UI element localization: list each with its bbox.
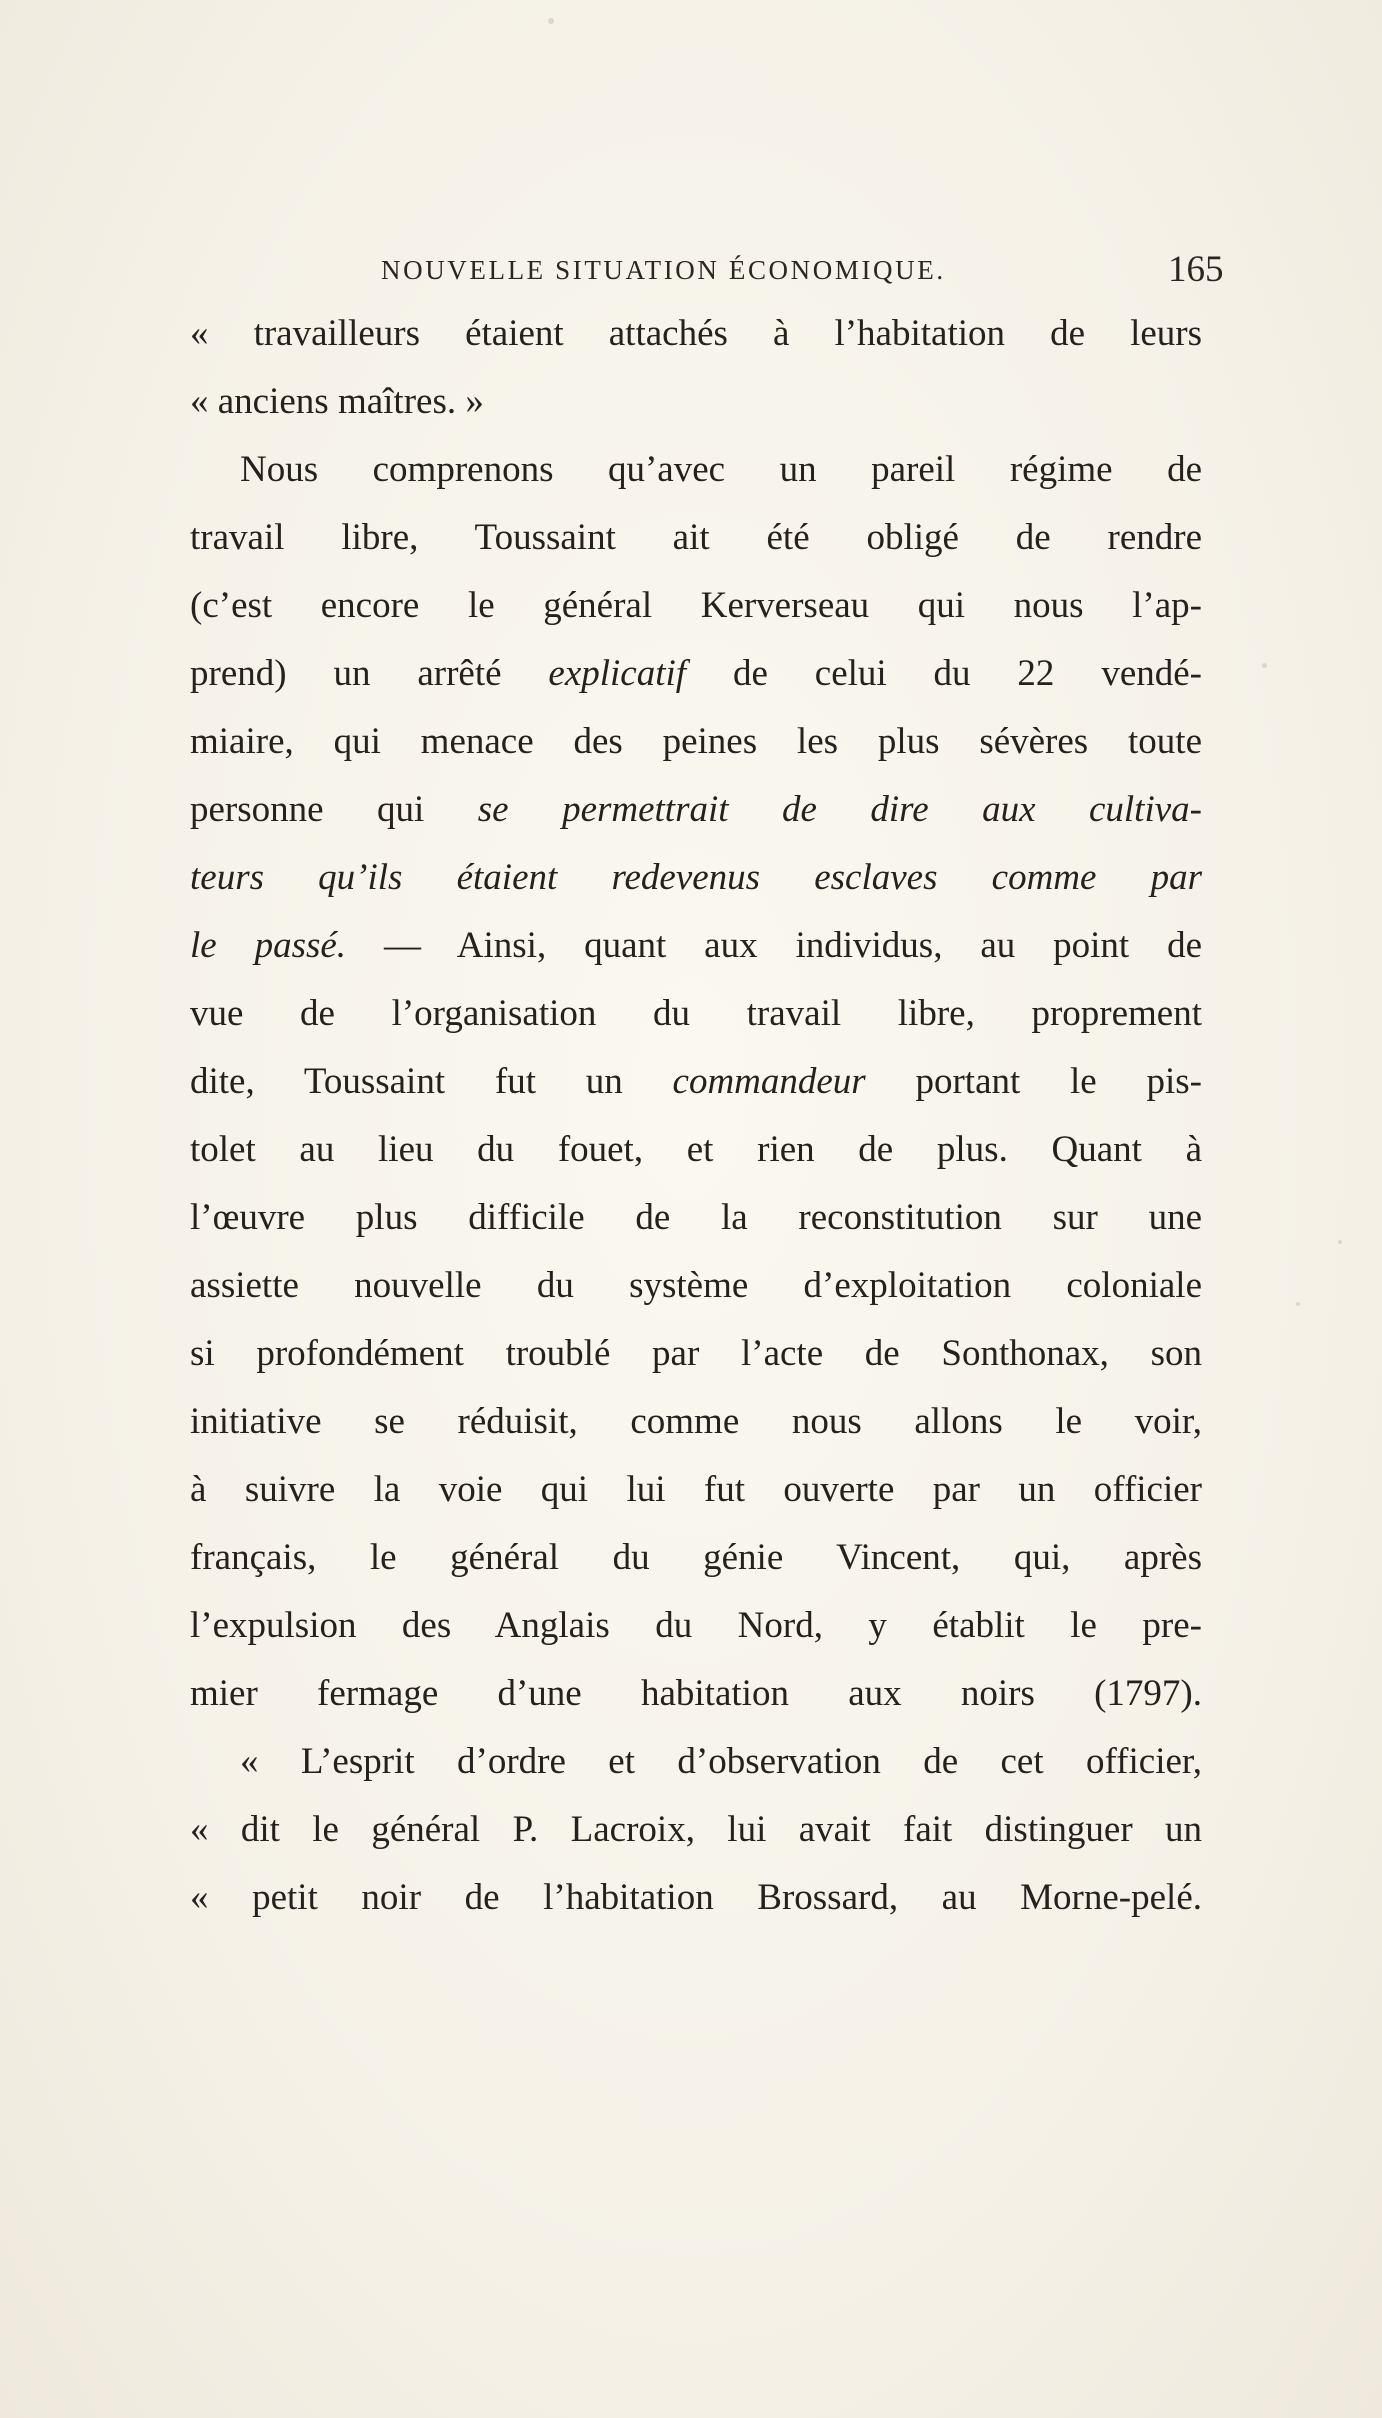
text-run: (c’est encore le général Kerverseau qui nous l’ap- — [190, 585, 1202, 626]
body-text — [190, 300, 1202, 1932]
text-line — [190, 980, 1202, 1048]
italic-text: explicatif — [548, 653, 687, 694]
text-line — [190, 1524, 1202, 1592]
text-line — [190, 844, 1202, 912]
text-run: personne qui — [190, 789, 478, 830]
text-run: de celui du 22 vendé- — [686, 653, 1202, 694]
text-run: miaire, qui menace des peines les plus sévères toute — [190, 721, 1202, 762]
text-run: « travailleurs étaient attachés à l’habitation de leurs — [190, 313, 1202, 354]
text-run: l’œuvre plus difficile de la reconstitution sur une — [190, 1197, 1202, 1238]
text-run: si profondément troublé par l’acte de Sonthonax, son — [190, 1333, 1202, 1374]
text-line — [190, 504, 1202, 572]
text-run: « L’esprit d’ordre et d’observation de cet officier, — [240, 1741, 1202, 1782]
paper-speck — [1296, 1302, 1300, 1306]
text-run: « petit noir de l’habitation Brossard, au Morne-pelé. — [190, 1877, 1202, 1918]
text-run: prend) un arrêté — [190, 653, 549, 694]
italic-text: se permettrait de dire aux cultiva- — [477, 789, 1202, 830]
text-run: l’expulsion des Anglais du Nord, y établit le pre- — [190, 1605, 1202, 1646]
text-run: français, le général du génie Vincent, qui, après — [190, 1537, 1202, 1578]
italic-text: teurs qu’ils étaient redevenus esclaves comme par — [190, 857, 1202, 898]
text-line — [190, 1796, 1202, 1864]
text-run: — Ainsi, quant aux individus, au point de — [346, 925, 1202, 966]
text-line — [190, 1864, 1202, 1932]
text-line — [190, 436, 1202, 504]
text-line — [190, 1660, 1202, 1728]
text-run: vue de l’organisation du travail libre, proprement — [190, 993, 1202, 1034]
text-line — [190, 1728, 1202, 1796]
page-header — [0, 245, 1382, 295]
text-line — [190, 708, 1202, 776]
text-run: assiette nouvelle du système d’exploitation coloniale — [190, 1265, 1202, 1306]
text-line — [190, 1184, 1202, 1252]
paper-speck — [1262, 663, 1267, 668]
text-line — [190, 912, 1202, 980]
italic-text: le passé. — [190, 925, 347, 966]
text-run: mier fermage d’une habitation aux noirs (1797). — [190, 1673, 1202, 1714]
text-line — [190, 572, 1202, 640]
text-run: à suivre la voie qui lui fut ouverte par un officier — [190, 1469, 1202, 1510]
text-line — [190, 1320, 1202, 1388]
page-number: 165 — [1168, 249, 1224, 290]
text-line — [190, 1456, 1202, 1524]
paper-speck — [1338, 1240, 1342, 1244]
italic-text: commandeur — [672, 1061, 866, 1102]
text-run: initiative se réduisit, comme nous allons le voir, — [190, 1401, 1202, 1442]
text-line — [190, 300, 1202, 368]
running-title: NOUVELLE SITUATION ÉCONOMIQUE. — [381, 255, 946, 285]
text-run: dite, Toussaint fut un — [190, 1061, 673, 1102]
text-line — [190, 1116, 1202, 1184]
text-run: « anciens maîtres. » — [190, 381, 484, 422]
text-line — [190, 1388, 1202, 1456]
text-run: Nous comprenons qu’avec un pareil régime de — [240, 449, 1202, 490]
text-line — [190, 368, 1202, 436]
paper-speck — [548, 18, 554, 24]
text-line — [190, 640, 1202, 708]
text-run: travail libre, Toussaint ait été obligé de rendre — [190, 517, 1202, 558]
text-run: portant le pis- — [865, 1061, 1202, 1102]
text-line — [190, 1592, 1202, 1660]
text-line — [190, 776, 1202, 844]
text-line — [190, 1252, 1202, 1320]
text-run: tolet au lieu du fouet, et rien de plus. Quant à — [190, 1129, 1202, 1170]
text-run: « dit le général P. Lacroix, lui avait fait distinguer un — [190, 1809, 1202, 1850]
text-line — [190, 1048, 1202, 1116]
